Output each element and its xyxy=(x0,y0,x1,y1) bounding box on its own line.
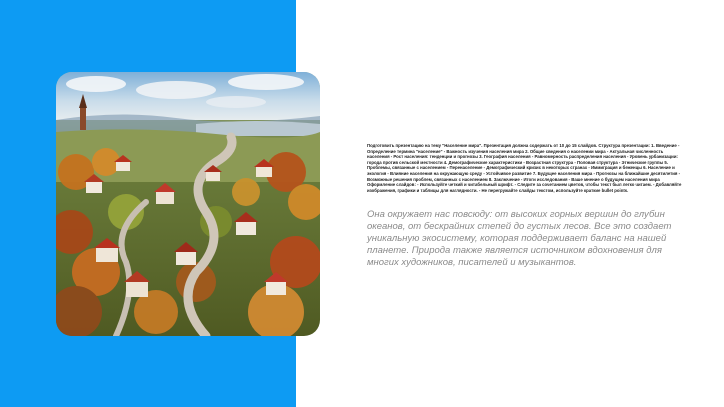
village-landscape-icon xyxy=(56,72,320,336)
village-landscape-painting xyxy=(56,72,320,336)
prompt-text: Подготовить презентацию на тему "Население мира". Презентация должна содержать от 10 до 15 слайдов. Структура презентации: 1. Введение - Определение термина "население" - Важность изучения населения мира 2. Общие сведения о населении мира - Актуальная численность населения - Рост населения: тенденции и прогнозы 3. География населения - Равномерность распределения населения - Уровень урбанизации: города против сельской местности 4. Демографические характеристики - Возрастная структура - Половая структура - Этнические группы 5. Проблемы, связанные с населением - Перенаселение - Демографический кризис в некоторых странах - Иммиграция и беженцы 6. Население и экология - Влияние населения на окружающую среду - Устойчивое развитие 7. Будущее населения мира - Прогнозы на ближайшие десятилетия - Возможные решения проблем, связанных с населением 8. Заключение - Итоги исследования - Ваше мнение о будущем населения мира Оформление слайдов: - Используйте четкий и читабельный шрифт. - Следите за сочетанием цветов, чтобы текст был легко читаем. - Добавляйте изображения, графики и таблицы для наглядности. - Не перегружайте слайды текстом, используйте краткие bullet points. xyxy=(367,143,682,193)
body-text: Она окружает нас повсюду: от высоких горных вершин до глубин океанов, от бескрайних степей до густых лесов. Все это создает уникальную экосистему, которая поддерживает баланс на нашей планете. Природа также является источником вдохновения для многих художников, писателей и музыкантов. xyxy=(367,209,672,268)
